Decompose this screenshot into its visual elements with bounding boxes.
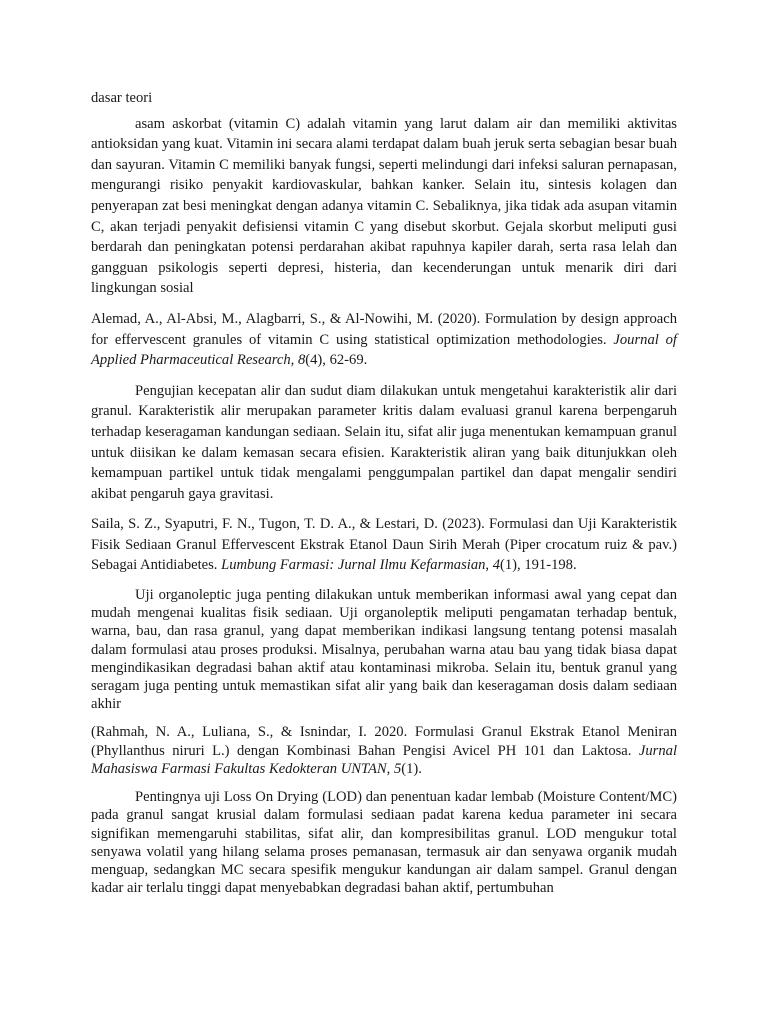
paragraph-lod-moisture: Pentingnya uji Loss On Drying (LOD) dan penentuan kadar lembab (Moisture Content/MC) pada granul sangat krusial dalam formulasi sediaan padat karena kedua parameter ini secara signifikan memengaruhi stabilitas, sifat alir, dan kompresibilitas granul. LOD mengukur total senyawa volatil yang hilang selama proses pemanasan, termasuk air dan senyawa organik mudah menguap, sedangkan MC secara spesifik mengukur kandungan air dalam sampel. Granul dengan kadar air terlalu tinggi dapat menyebabkan degradasi bahan aktif, pertumbuhan	[91, 789, 677, 897]
reference-journal: Lumbung Farmasi: Jurnal Ilmu Kefarmasian	[221, 557, 486, 574]
reference-alemad	[91, 309, 677, 371]
reference-authors: Alemad, A., Al-Absi, M., Alagbarri, S., & Al-Nowihi, M. (2020). Formulation by design approach for effervescent granules of vitamin C using statistical optimization methodologies.	[91, 310, 677, 348]
reference-rahmah	[91, 723, 677, 778]
section-heading: dasar teori	[91, 90, 153, 106]
reference-journal: Jurnal Mahasiswa Farmasi Fakultas Kedokteran UNTAN	[91, 742, 677, 777]
reference-volume: 8	[297, 352, 306, 369]
reference-separator: ,	[290, 352, 298, 369]
reference-separator: ,	[386, 760, 394, 777]
reference-issue-pages: (1).	[401, 760, 422, 777]
reference-volume: 5	[393, 760, 402, 777]
reference-issue-pages: (4), 62-69.	[305, 352, 368, 369]
paragraph-organoleptic: Uji organoleptic juga penting dilakukan untuk memberikan informasi awal yang cepat dan mudah mengenai kualitas fisik sediaan. Uji organoleptik meliputi pengamatan terhadap bentuk, warna, bau, dan rasa granul, yang dapat memberikan indikasi langsung tentang potensi masalah dalam formulasi atau proses produksi. Misalnya, perubahan warna atau bau yang tidak biasa dapat mengindikasikan degradasi bahan aktif atau kontaminasi mikroba. Selain itu, bentuk granul yang seragam juga penting untuk memastikan sifat alir yang baik dan keseragaman dosis dalam sediaan akhir	[91, 587, 677, 713]
reference-authors: (Rahmah, N. A., Luliana, S., & Isnindar, I. 2020. Formulasi Granul Ekstrak Etanol Meniran (Phyllanthus niruri L.) dengan Kombinasi Bahan Pengisi Avicel PH 101 dan Laktosa.	[91, 724, 677, 759]
reference-authors: Saila, S. Z., Syaputri, F. N., Tugon, T. D. A., & Lestari, D. (2023). Formulasi dan Uji Karakteristik Fisik Sediaan Granul Effervescent Ekstrak Etanol Daun Sirih Merah (Piper crocatum ruiz & pav.) Sebagai Antidiabetes.	[91, 516, 677, 574]
document-body	[91, 88, 677, 897]
paragraph-vitamin-c: asam askorbat (vitamin C) adalah vitamin yang larut dalam air dan memiliki aktivitas antioksidan yang kuat. Vitamin ini secara alami terdapat dalam buah jeruk serta sebagian besar buah dan sayuran. Vitamin C memiliki banyak fungsi, seperti melindungi dari infeksi saluran pernapasan, mengurangi risiko penyakit kardiovaskular, bahkan kanker. Selain itu, sintesis kolagen dan penyerapan zat besi meningkat dengan adanya vitamin C. Sebaliknya, jika tidak ada asupan vitamin C, akan terjadi penyakit defisiensi vitamin C yang disebut skorbut. Gejala skorbut meliputi gusi berdarah dan peningkatan potensi perdarahan akibat rapuhnya kapiler darah, serta rasa lelah dan gangguan psikologis seperti depresi, histeria, dan kecenderungan untuk menarik diri dari lingkungan sosial	[91, 115, 677, 297]
paragraph-flow-test: Pengujian kecepatan alir dan sudut diam dilakukan untuk mengetahui karakteristik alir dari granul. Karakteristik alir merupakan parameter kritis dalam evaluasi granul karena berpengaruh terhadap keseragaman kandungan sediaan. Selain itu, sifat alir juga menentukan kemampuan granul untuk diisikan ke dalam kemasan secara efisien. Karakteristik aliran yang baik ditunjukkan oleh kemampuan partikel untuk tidak mengalami penggumpalan partikel dan dapat mengalir sendiri akibat pengaruh gaya gravitasi.	[91, 382, 677, 502]
reference-volume: 4	[492, 557, 501, 574]
reference-saila	[91, 514, 677, 576]
reference-journal: Journal of Applied Pharmaceutical Research	[91, 331, 677, 369]
reference-separator: ,	[485, 557, 493, 574]
reference-issue-pages: (1), 191-198.	[500, 557, 577, 574]
